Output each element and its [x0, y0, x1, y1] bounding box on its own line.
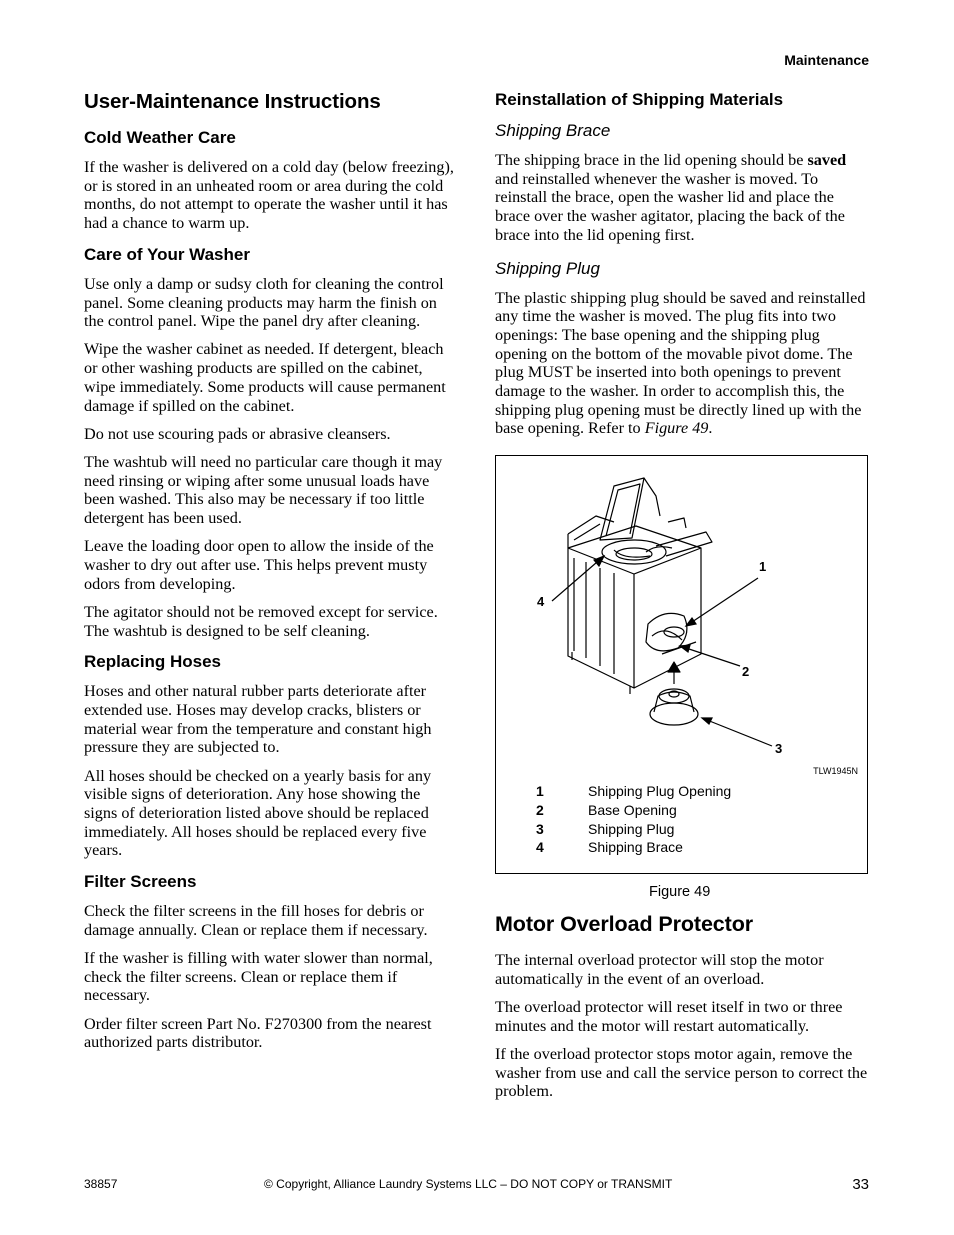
filters-paragraph: Order filter screen Part No. F270300 from the nearest authorized parts distributor. — [84, 1014, 432, 1052]
legend-label: Base Opening — [588, 802, 677, 819]
figure-reference: Figure 49 — [644, 419, 709, 438]
cold-weather-heading: Cold Weather Care — [84, 128, 236, 147]
hoses-paragraph: All hoses should be checked on a yearly basis for any visible signs of deterioration. Any hose showing the signs of deterioration listed above should be replaced immediately. All hoses should be replaced every five years. — [84, 766, 432, 860]
legend-number: 2 — [536, 802, 544, 819]
filters-heading: Filter Screens — [84, 872, 197, 892]
care-paragraph: Leave the loading door open to allow the inside of the washer to dry out after use. This helps prevent musty odors from developing. — [84, 537, 434, 593]
hoses-paragraph: Hoses and other natural rubber parts deteriorate after extended use. Hoses may develop cracks, blisters or material wear from the temperature and constant high pressure they are subjected to. — [84, 682, 432, 757]
care-heading: Care of Your Washer — [84, 244, 250, 264]
legend-row — [534, 801, 731, 820]
legend-row — [534, 782, 731, 801]
filters-paragraph: Check the filter screens in the fill hoses for debris or damage annually. Clean or replace them if necessary. — [84, 902, 428, 939]
legend-label: Shipping Plug Opening — [588, 783, 732, 800]
motor-heading: Motor Overload Protector — [495, 912, 754, 937]
legend-number: 1 — [536, 783, 544, 800]
page-title: User-Maintenance Instructions — [84, 90, 381, 113]
brace-text-bold: saved — [807, 151, 847, 169]
filters-paragraph: If the washer is filling with water slower than normal, check the filter screens. Clean or replace them if necessary. — [84, 949, 433, 1005]
hoses-heading: Replacing Hoses — [84, 652, 221, 672]
brace-text — [495, 151, 870, 245]
plug-text-body: The plastic shipping plug should be saved and reinstalled any time the washer is moved. The plug fits into two openings: The base opening and the shipping plug opening on the bottom of the movable pivot dome. The plug MUST be inserted into both openings to prevent damage to the washer. In order to accomplish this, the shipping plug opening must be directly lined up with the base opening. Refer to — [495, 288, 866, 438]
brace-text-start: The shipping brace in the lid opening should be — [495, 151, 808, 169]
running-header: Maintenance — [784, 52, 869, 68]
legend-label: Shipping Plug — [588, 820, 675, 837]
plug-subheading: Shipping Plug — [495, 258, 600, 278]
legend-number: 4 — [536, 839, 544, 856]
callout-2: 2 — [742, 664, 750, 680]
care-paragraph: Use only a damp or sudsy cloth for cleaning the control panel. Some cleaning products may harm the finish on the control panel. Wipe the panel dry after cleaning. — [84, 274, 444, 331]
legend-label: Shipping Brace — [588, 839, 683, 856]
motor-paragraph: If the overload protector stops motor again, remove the washer from use and call the service person to correct the problem. — [495, 1044, 868, 1101]
figure-49-box — [495, 455, 868, 874]
brace-text-end: and reinstalled whenever the washer is moved. To reinstall the brace, open the washer lid and place the brace over the washer agitator, placing the back of the brace into the lid opening first. — [495, 169, 845, 244]
callout-1: 1 — [759, 559, 767, 575]
washer-illustration — [496, 456, 867, 756]
right-column — [495, 90, 870, 1111]
motor-paragraph: The overload protector will reset itself in two or three minutes and the motor will restart automatically. — [495, 998, 843, 1035]
legend-row — [534, 819, 731, 838]
care-paragraph: Wipe the washer cabinet as needed. If detergent, bleach or other washing products are spilled on the cabinet, wipe immediately. Some products will cause permanent damage if spilled on the cabinet. — [84, 340, 446, 415]
brace-subheading: Shipping Brace — [495, 121, 611, 140]
figure-legend — [534, 782, 731, 856]
care-paragraph: Do not use scouring pads or abrasive cleansers. — [84, 424, 391, 443]
callout-3: 3 — [775, 741, 783, 757]
plug-text-end: . — [708, 419, 713, 438]
plug-text — [495, 289, 870, 439]
reinstall-heading: Reinstallation of Shipping Materials — [495, 90, 784, 109]
care-paragraph: The agitator should not be removed except for service. The washtub is designed to be self cleaning. — [84, 602, 438, 640]
motor-paragraph: The internal overload protector will stop the motor automatically in the event of an overload. — [495, 951, 824, 988]
callout-4: 4 — [537, 594, 545, 610]
figure-caption: Figure 49 — [649, 884, 711, 901]
figure-code: TLW1945N — [813, 766, 858, 777]
page-number: 33 — [852, 1176, 869, 1193]
legend-row — [534, 838, 731, 857]
cold-weather-text: If the washer is delivered on a cold day (below freezing), or is stored in an unheated room or area during the cold months, do not attempt to operate the washer until it has had a chance to warm up. — [84, 158, 454, 233]
footer-doc-number: 38857 — [84, 1177, 118, 1191]
legend-number: 3 — [536, 820, 544, 837]
care-paragraph: The washtub will need no particular care though it may need rinsing or wiping after some unusual loads have been washed. This also may be necessary if too little detergent has been used. — [84, 452, 443, 528]
left-column — [84, 90, 456, 1062]
footer-copyright: © Copyright, Alliance Laundry Systems LLC – DO NOT COPY or TRANSMIT — [264, 1177, 673, 1191]
